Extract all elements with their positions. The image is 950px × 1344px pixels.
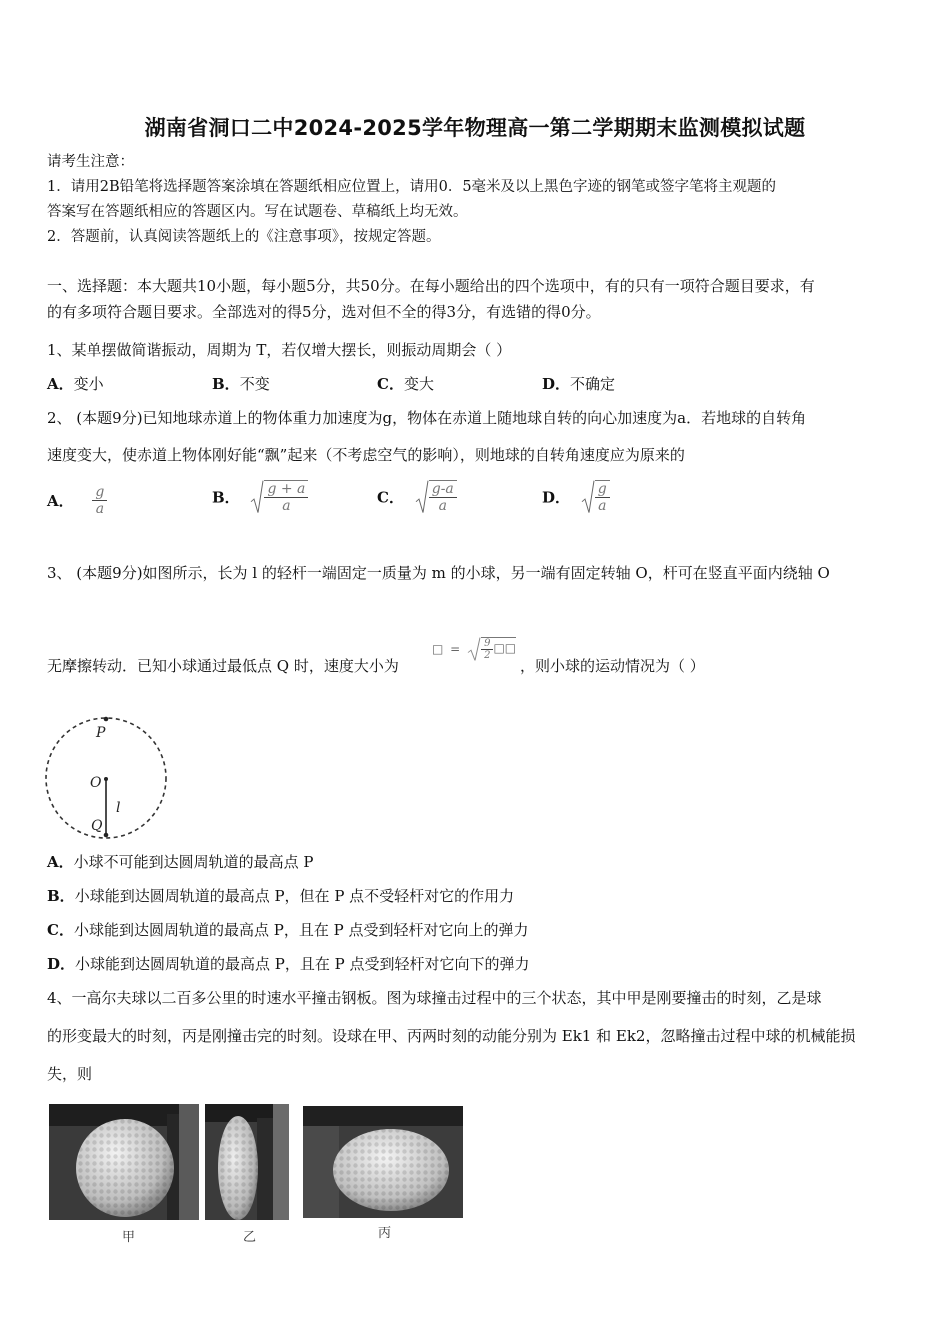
question-3-line: 3、 (本题9分)如图所示，长为 l 的轻杆一端固定一质量为 m 的小球，另一端有固定转轴 O，杆可在竖直平面内绕轴 O [47, 564, 830, 582]
q2-option-c [377, 480, 457, 514]
notice-heading: 请考生注意： [47, 154, 134, 170]
q3-option-a [47, 851, 314, 872]
notice-line: 答案写在答题纸相应的答题区内。写在试题卷、草稿纸上均无效。 [47, 204, 468, 220]
question-2-line: 速度变大，使赤道上物体刚好能“飘”起来（不考虑空气的影响），则地球的自转角速度应为原来的 [47, 446, 685, 464]
section-instructions: 一、选择题：本大题共10小题，每小题5分，共50分。在每小题给出的四个选项中，有的只有一项符合题目要求，有 [47, 277, 815, 295]
point-q-label: Q [91, 818, 103, 834]
rod-circle-diagram [40, 712, 175, 842]
denominator: a [598, 498, 607, 514]
option-label: A． [47, 375, 74, 393]
photo-caption: 丙 [378, 1226, 392, 1241]
option-text: 变大 [403, 375, 434, 393]
formula-symbol: □□ [493, 641, 517, 655]
option-label: A． [47, 492, 74, 510]
fraction [595, 481, 610, 514]
option-text: 小球不可能到达圆周轨道的最高点 P [73, 853, 314, 871]
q1-option-b [212, 373, 270, 394]
option-label: D． [542, 488, 571, 507]
square-root [250, 480, 308, 514]
denominator: 2 [484, 650, 491, 661]
option-label: B． [212, 488, 240, 507]
square-root [415, 480, 457, 514]
option-label: A． [47, 853, 74, 871]
q2-option-b [212, 480, 308, 514]
photo-caption: 甲 [122, 1230, 136, 1245]
radical-icon [415, 480, 429, 514]
option-text: 变小 [73, 375, 104, 393]
numerator: 9 [481, 638, 493, 650]
question-4-line: 4、一高尔夫球以二百多公里的时速水平撞击钢板。图为球撞击过程中的三个状态，其中甲是刚要撞击的时刻，乙是球 [47, 989, 822, 1007]
option-text: 不确定 [570, 375, 616, 393]
radical-icon [581, 480, 595, 514]
numerator: g [595, 481, 610, 498]
option-text: 小球能到达圆周轨道的最高点 P，且在 P 点受到轻杆对它向下的弹力 [75, 955, 530, 973]
photo-caption: 乙 [243, 1230, 257, 1245]
page-title: 湖南省洞口二中2024-2025学年物理高一第二学期期末监测模拟试题 [144, 116, 806, 140]
radical-icon [250, 480, 264, 514]
notice-line: 1．请用2B铅笔将选择题答案涂填在答题纸相应位置上，请用0．5毫米及以上黑色字迹的钢笔或签字笔将主观题的 [47, 179, 777, 195]
golf-ball-photo-max-deformation [205, 1104, 289, 1220]
q3-option-c [47, 919, 528, 940]
question-3-line: 无摩擦转动．已知小球通过最低点 Q 时，速度大小为 [47, 657, 399, 675]
fraction [92, 484, 107, 517]
question-3-line: ，则小球的运动情况为（ ） [520, 657, 705, 675]
denominator: a [438, 498, 447, 514]
q3-option-d [47, 953, 530, 974]
fraction [481, 638, 493, 661]
numerator: g [92, 484, 107, 501]
q2-option-d [542, 480, 610, 514]
fraction [264, 481, 308, 514]
denominator: a [95, 501, 105, 517]
option-label: C． [47, 921, 74, 939]
point-o-label: O [90, 775, 102, 791]
option-label: C． [377, 375, 404, 393]
question-1-stem: 1、某单摆做简谐振动，周期为 T，若仅增大摆长，则振动周期会（ ） [47, 341, 512, 359]
option-label: C． [377, 488, 404, 507]
option-label: B． [47, 887, 75, 905]
formula-symbol: = [450, 642, 461, 656]
option-label: B． [212, 375, 240, 393]
denominator: a [282, 498, 291, 514]
q3-option-b [47, 885, 514, 906]
radical-icon [467, 637, 481, 661]
option-label: D． [542, 375, 571, 393]
q2-option-a [47, 484, 107, 517]
question-4-line: 的形变最大的时刻，丙是刚撞击完的时刻。设球在甲、丙两时刻的动能分别为 Ek1 和 Ek2，忽略撞击过程中球的机械能损 [47, 1027, 856, 1045]
fraction [429, 481, 457, 514]
q1-option-a [47, 373, 104, 394]
golf-ball-photo-before-impact [49, 1104, 199, 1220]
option-text: 不变 [239, 375, 270, 393]
q1-option-d [542, 373, 615, 394]
q1-option-c [377, 373, 434, 394]
section-instructions: 的有多项符合题目要求。全部选对的得5分，选对但不全的得3分，有选错的得0分。 [47, 303, 601, 321]
point-p-label: P [96, 725, 106, 741]
square-root [581, 480, 610, 514]
option-text: 小球能到达圆周轨道的最高点 P，但在 P 点不受轻杆对它的作用力 [74, 887, 515, 905]
question-4-line: 失，则 [47, 1065, 93, 1083]
formula-symbol: □ [432, 642, 444, 656]
square-root [467, 637, 516, 661]
golf-ball-photo-after-impact [303, 1106, 463, 1218]
length-l-label: l [116, 800, 121, 816]
numerator: g + a [264, 481, 308, 498]
question-2-line: 2、 (本题9分)已知地球赤道上的物体重力加速度为g，物体在赤道上随地球自转的向心加速度为a．若地球的自转角 [47, 409, 807, 427]
notice-line: 2．答题前，认真阅读答题纸上的《注意事项》，按规定答题。 [47, 229, 441, 245]
velocity-formula [432, 637, 516, 661]
numerator: g-a [429, 481, 457, 498]
option-text: 小球能到达圆周轨道的最高点 P，且在 P 点受到轻杆对它向上的弹力 [73, 921, 529, 939]
option-label: D． [47, 955, 76, 973]
